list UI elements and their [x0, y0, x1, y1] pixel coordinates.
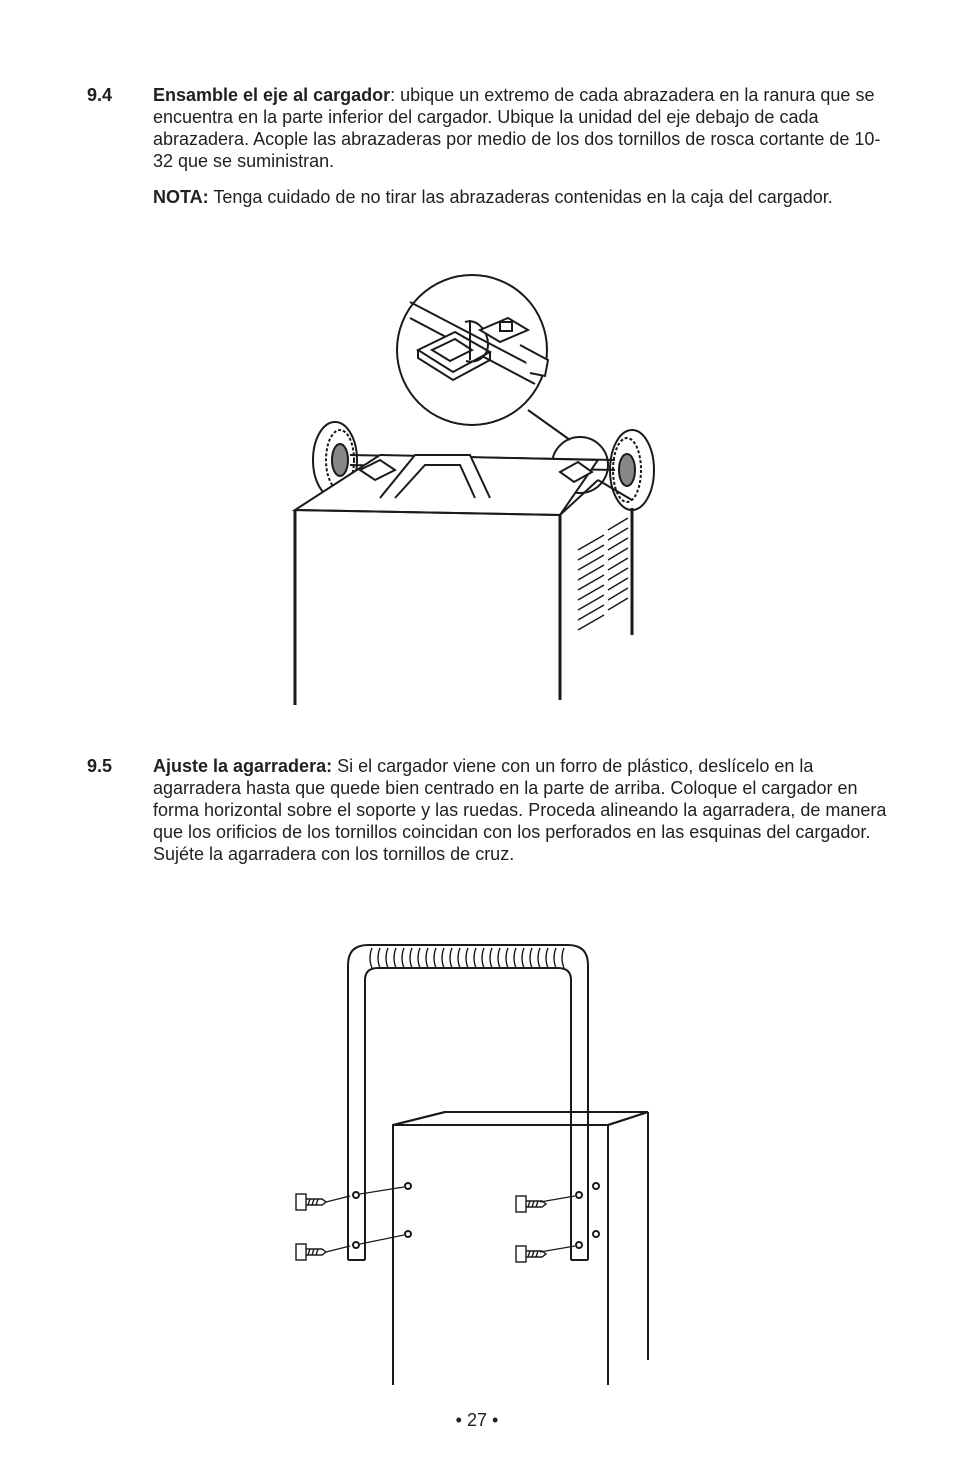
handle-installation-illustration — [0, 940, 954, 1390]
instruction-paragraph — [153, 84, 888, 172]
instruction-text: Si el cargador viene con un forro de plástico, deslícelo en la agarradera hasta que quede bien centrado en la parte de arriba. Coloque el cargador en forma horizontal sobre el soporte y las ruedas. Proceda alineando la agarradera, de manera que los orificios de los tornillos coincidan con los perforados en las esquinas del cargador. Sujéte la agarradera con los tornillos de cruz. — [153, 756, 887, 864]
note-label: NOTA: — [153, 187, 209, 207]
note-text: Tenga cuidado de no tirar las abrazaderas contenidas en la caja del cargador. — [208, 187, 833, 207]
note-paragraph — [153, 186, 888, 208]
instruction-paragraph — [153, 755, 888, 865]
instruction-text: : ubique un extremo de cada abrazadera en la ranura que se encuentra en la parte inferior del cargador. Ubique la unidad del eje debajo de cada abrazadera. Acople las abrazaderas por medio de los dos tornillos de rosca cortante de 10-32 que se suministran. — [153, 85, 881, 171]
section-body — [153, 84, 888, 208]
instruction-heading: Ensamble el eje al cargador — [153, 85, 391, 105]
instruction-heading: Ajuste la agarradera: — [153, 756, 333, 776]
section-number: 9.5 — [87, 756, 113, 776]
section-number: 9.4 — [87, 85, 113, 105]
section-body — [153, 755, 888, 865]
page-number: • 27 • — [455, 1410, 499, 1430]
axle-assembly-illustration — [0, 260, 954, 730]
